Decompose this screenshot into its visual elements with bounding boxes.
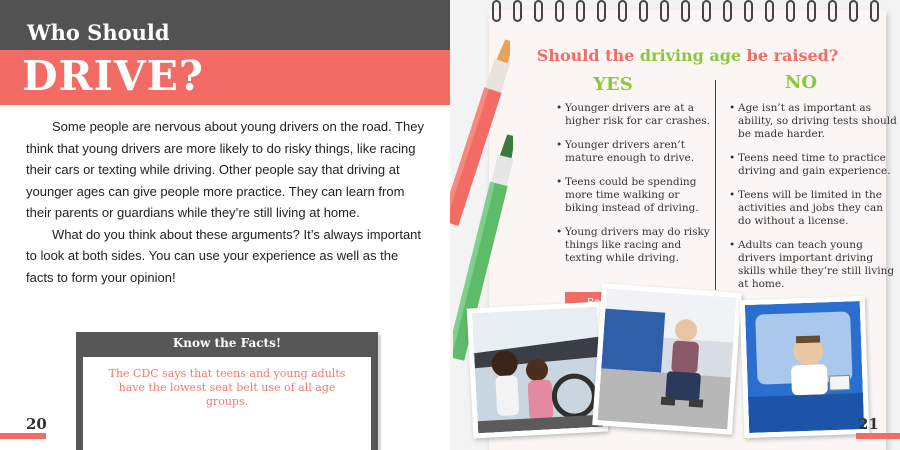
ring-icon — [849, 0, 858, 22]
yes-heading: YES — [593, 74, 633, 95]
page-number-left — [0, 414, 46, 436]
ring-icon — [723, 0, 732, 22]
list-item: • Teens will be limited in the activities and jobs they can do without a license. — [729, 189, 897, 228]
list-item: • Younger drivers are at a higher risk for car crashes. — [556, 102, 716, 128]
notebook-spiral-rings-icon — [492, 0, 884, 28]
photo-teen-with-license — [740, 296, 870, 438]
yes-list — [556, 102, 716, 276]
car-interior-image-icon — [472, 307, 603, 433]
list-item: • Age isn’t as important as ability, so driving tests should be made harder. — [729, 102, 897, 141]
title-small: Who Should — [27, 20, 170, 45]
ring-icon — [807, 0, 816, 22]
ring-icon — [492, 0, 501, 22]
ring-icon — [555, 0, 564, 22]
right-page — [450, 0, 900, 450]
teen-in-car-image-icon — [745, 301, 864, 433]
facts-text: The CDC says that teens and young adults have the lowest seat belt use of all age groups. — [108, 367, 346, 408]
page-number-21: 21 — [858, 415, 879, 433]
ring-icon — [828, 0, 837, 22]
ring-icon — [660, 0, 669, 22]
ring-icon — [618, 0, 627, 22]
page-number-bar — [856, 433, 900, 439]
ring-icon — [681, 0, 690, 22]
photo-teen-learning-to-drive — [467, 302, 609, 439]
facts-title: Know the Facts! — [172, 336, 282, 350]
question-part-1: Should the — [536, 46, 640, 65]
page-title: DRIVE? — [22, 52, 204, 100]
list-item: • Teens need time to practice driving and gain experience. — [729, 152, 897, 178]
ring-icon — [870, 0, 879, 22]
list-item: • Teens could be spending more time walking or biking instead of driving. — [556, 176, 716, 215]
photo-image — [472, 307, 603, 433]
page-number-right — [856, 414, 900, 440]
title-top-band — [0, 0, 450, 50]
photo-image — [745, 301, 864, 433]
paragraph-1: Some people are nervous about young drivers on the road. They think that young drivers are more likely to do risky things, like racing their cars or texting while driving. Other people say that driving at younger ages can give people more practice. They can learn from their parents or guardians while they’re still living at home. — [26, 119, 424, 220]
list-item: • Young drivers may do risky things like racing and texting while driving. — [556, 226, 716, 265]
list-item: • Younger drivers aren’t mature enough to drive. — [556, 139, 716, 165]
crash-scene-image-icon — [598, 289, 737, 430]
facts-inner-panel — [83, 357, 371, 450]
no-list — [729, 102, 897, 302]
ring-icon — [639, 0, 648, 22]
page-number-20: 20 — [26, 415, 47, 433]
body-text — [26, 116, 426, 288]
question-part-2: driving age — [639, 46, 742, 65]
page-number-bar — [0, 433, 46, 439]
list-item: • Adults can teach young drivers important driving skills while they’re still living at home. — [729, 239, 897, 291]
ring-icon — [702, 0, 711, 22]
title-red-band — [0, 50, 450, 105]
ring-icon — [597, 0, 606, 22]
photo-image — [598, 289, 737, 430]
know-the-facts-box — [76, 332, 378, 450]
ring-icon — [744, 0, 753, 22]
ring-icon — [513, 0, 522, 22]
ring-icon — [534, 0, 543, 22]
notebook-question — [489, 46, 886, 65]
photo-teen-after-crash — [592, 283, 742, 434]
ring-icon — [786, 0, 795, 22]
question-part-3: be raised? — [741, 46, 839, 65]
ring-icon — [576, 0, 585, 22]
no-heading: NO — [784, 72, 818, 93]
ring-icon — [765, 0, 774, 22]
paragraph-2: What do you think about these arguments? It’s always important to look at both sides. You can use your experience as well as the facts to form your opinion! — [26, 226, 422, 285]
